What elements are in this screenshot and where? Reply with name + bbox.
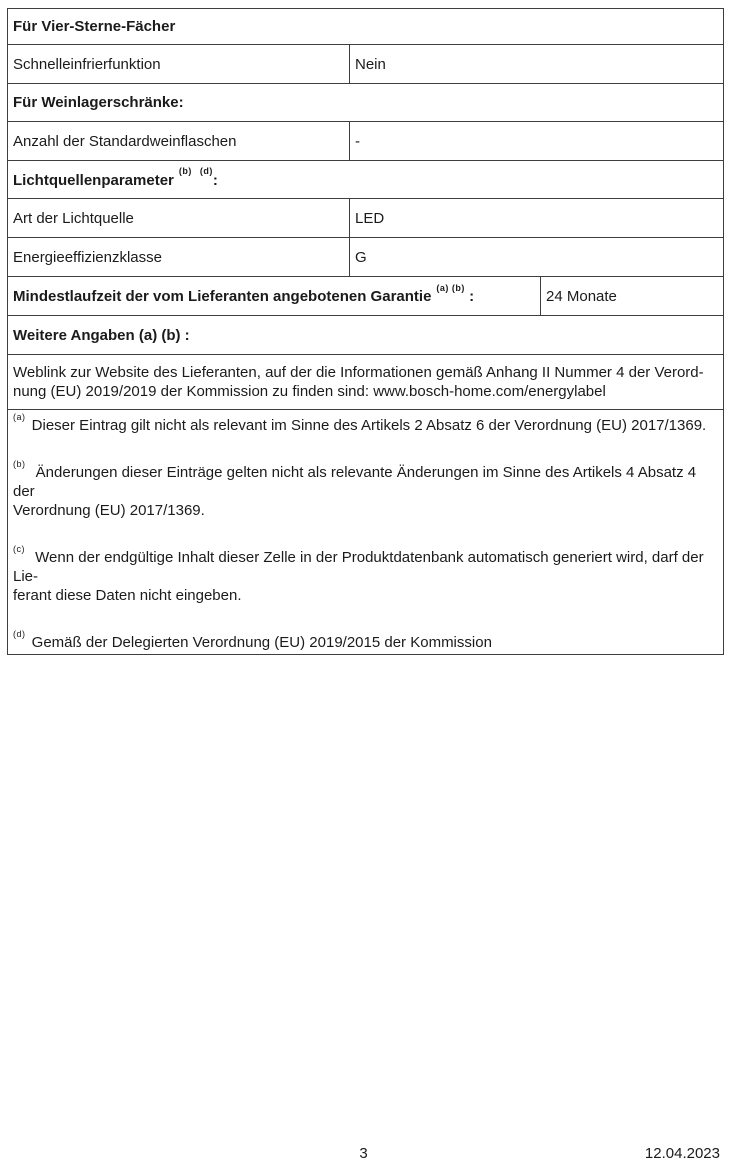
energy-class-label: Energieeffizienzklasse [8,238,350,277]
table-row [8,277,724,316]
footnote-b-text-line1: Änderungen dieser Einträge gelten nicht als relevante Änderungen im Sinne des Artikels 4 Absatz 4 der [13,464,697,500]
section-light-source-parameters [8,161,724,199]
warranty-value: 24 Monate [541,277,724,316]
footnotes-cell [8,410,724,655]
footnote-ref-b: (b) [178,166,192,176]
footnote-b [13,459,718,520]
table-row [8,45,724,84]
footnote-d-text: Gemäß der Delegierten Verordnung (EU) 2019/2015 der Kommission [31,634,492,651]
footnote-a-marker: (a) [13,411,26,422]
footnote-a [13,412,718,435]
weblink-text-line2: nung (EU) 2019/2019 der Kommission zu finden sind: www.bosch-home.com/energylabel [13,383,606,400]
section-wine-storage: Für Weinlagerschränke: [8,84,724,122]
footnote-c-text-line2: ferant diese Daten nicht eingeben. [13,587,242,604]
section-more-information: Weitere Angaben (a) (b) : [8,316,724,355]
footnote-ref-d: (d) [199,166,213,176]
footnote-c [13,544,718,605]
table-row [8,199,724,238]
table-row [8,410,724,655]
section-light-label: Lichtquellenparameter [13,171,174,189]
footnote-c-text-line1: Wenn der endgültige Inhalt dieser Zelle in der Produktdatenbank automatisch generiert wird, darf der Lie- [13,549,704,585]
footnote-b-marker: (b) [13,458,26,469]
footnote-d [13,629,718,652]
table-row [8,355,724,410]
section-light-suffix: : [212,171,218,189]
footnote-c-marker: (c) [13,543,25,554]
warranty-suffix: : [469,288,475,305]
footnote-a-text: Dieser Eintrag gilt nicht als relevant im Sinne des Artikels 2 Absatz 6 der Verordnung (EU) 2017/1369. [31,417,707,434]
warranty-label: Mindestlaufzeit der vom Lieferanten angebotenen Garantie [13,288,432,305]
footnote-b-text-line2: Verordnung (EU) 2017/1369. [13,502,205,519]
page-number: 3 [359,1145,368,1162]
table-row [8,238,724,277]
wine-bottles-value: - [350,122,724,161]
table-row [8,122,724,161]
page-footer [7,1145,720,1165]
weblink-cell [8,355,724,410]
light-type-label: Art der Lichtquelle [8,199,350,238]
wine-bottles-label: Anzahl der Standardweinflaschen [8,122,350,161]
warranty-label-cell [8,277,541,316]
footnote-ref-a-b: (a) (b) [436,282,465,293]
table-row [8,316,724,355]
table-row [8,9,724,45]
table-row [8,161,724,199]
section-four-star-compartments: Für Vier-Sterne-Fächer [8,9,724,45]
footnote-d-marker: (d) [13,628,26,639]
weblink-text-line1: Weblink zur Website des Lieferanten, auf der die Informationen gemäß Anhang II Nummer 4 der Verord- [13,364,704,381]
footer-date: 12.04.2023 [644,1145,720,1162]
light-type-value: LED [350,199,724,238]
fast-freeze-label: Schnelleinfrierfunktion [8,45,350,84]
table-row [8,84,724,122]
product-data-table [7,8,724,655]
energy-class-value: G [350,238,724,277]
fast-freeze-value: Nein [350,45,724,84]
